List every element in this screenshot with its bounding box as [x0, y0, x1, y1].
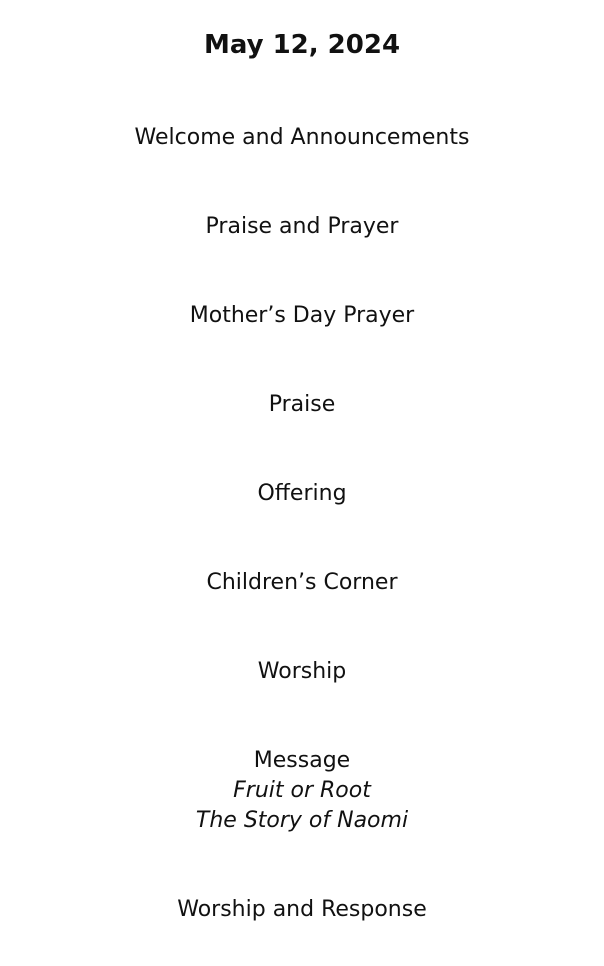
service-item-welcome: Welcome and Announcements — [134, 125, 470, 150]
service-item-offering: Offering — [257, 481, 347, 506]
service-item-worship-response: Worship and Response — [177, 897, 427, 922]
service-item-childrens-corner: Children’s Corner — [206, 570, 398, 595]
message-title: Fruit or Root — [233, 778, 371, 803]
message-subtitle: The Story of Naomi — [195, 808, 409, 833]
service-item-praise-prayer: Praise and Prayer — [205, 214, 399, 239]
service-date: May 12, 2024 — [203, 30, 401, 60]
service-item-message: Message — [253, 748, 351, 773]
service-item-praise: Praise — [268, 392, 336, 417]
service-item-mothers-day-prayer: Mother’s Day Prayer — [189, 303, 415, 328]
service-item-worship: Worship — [257, 659, 347, 684]
